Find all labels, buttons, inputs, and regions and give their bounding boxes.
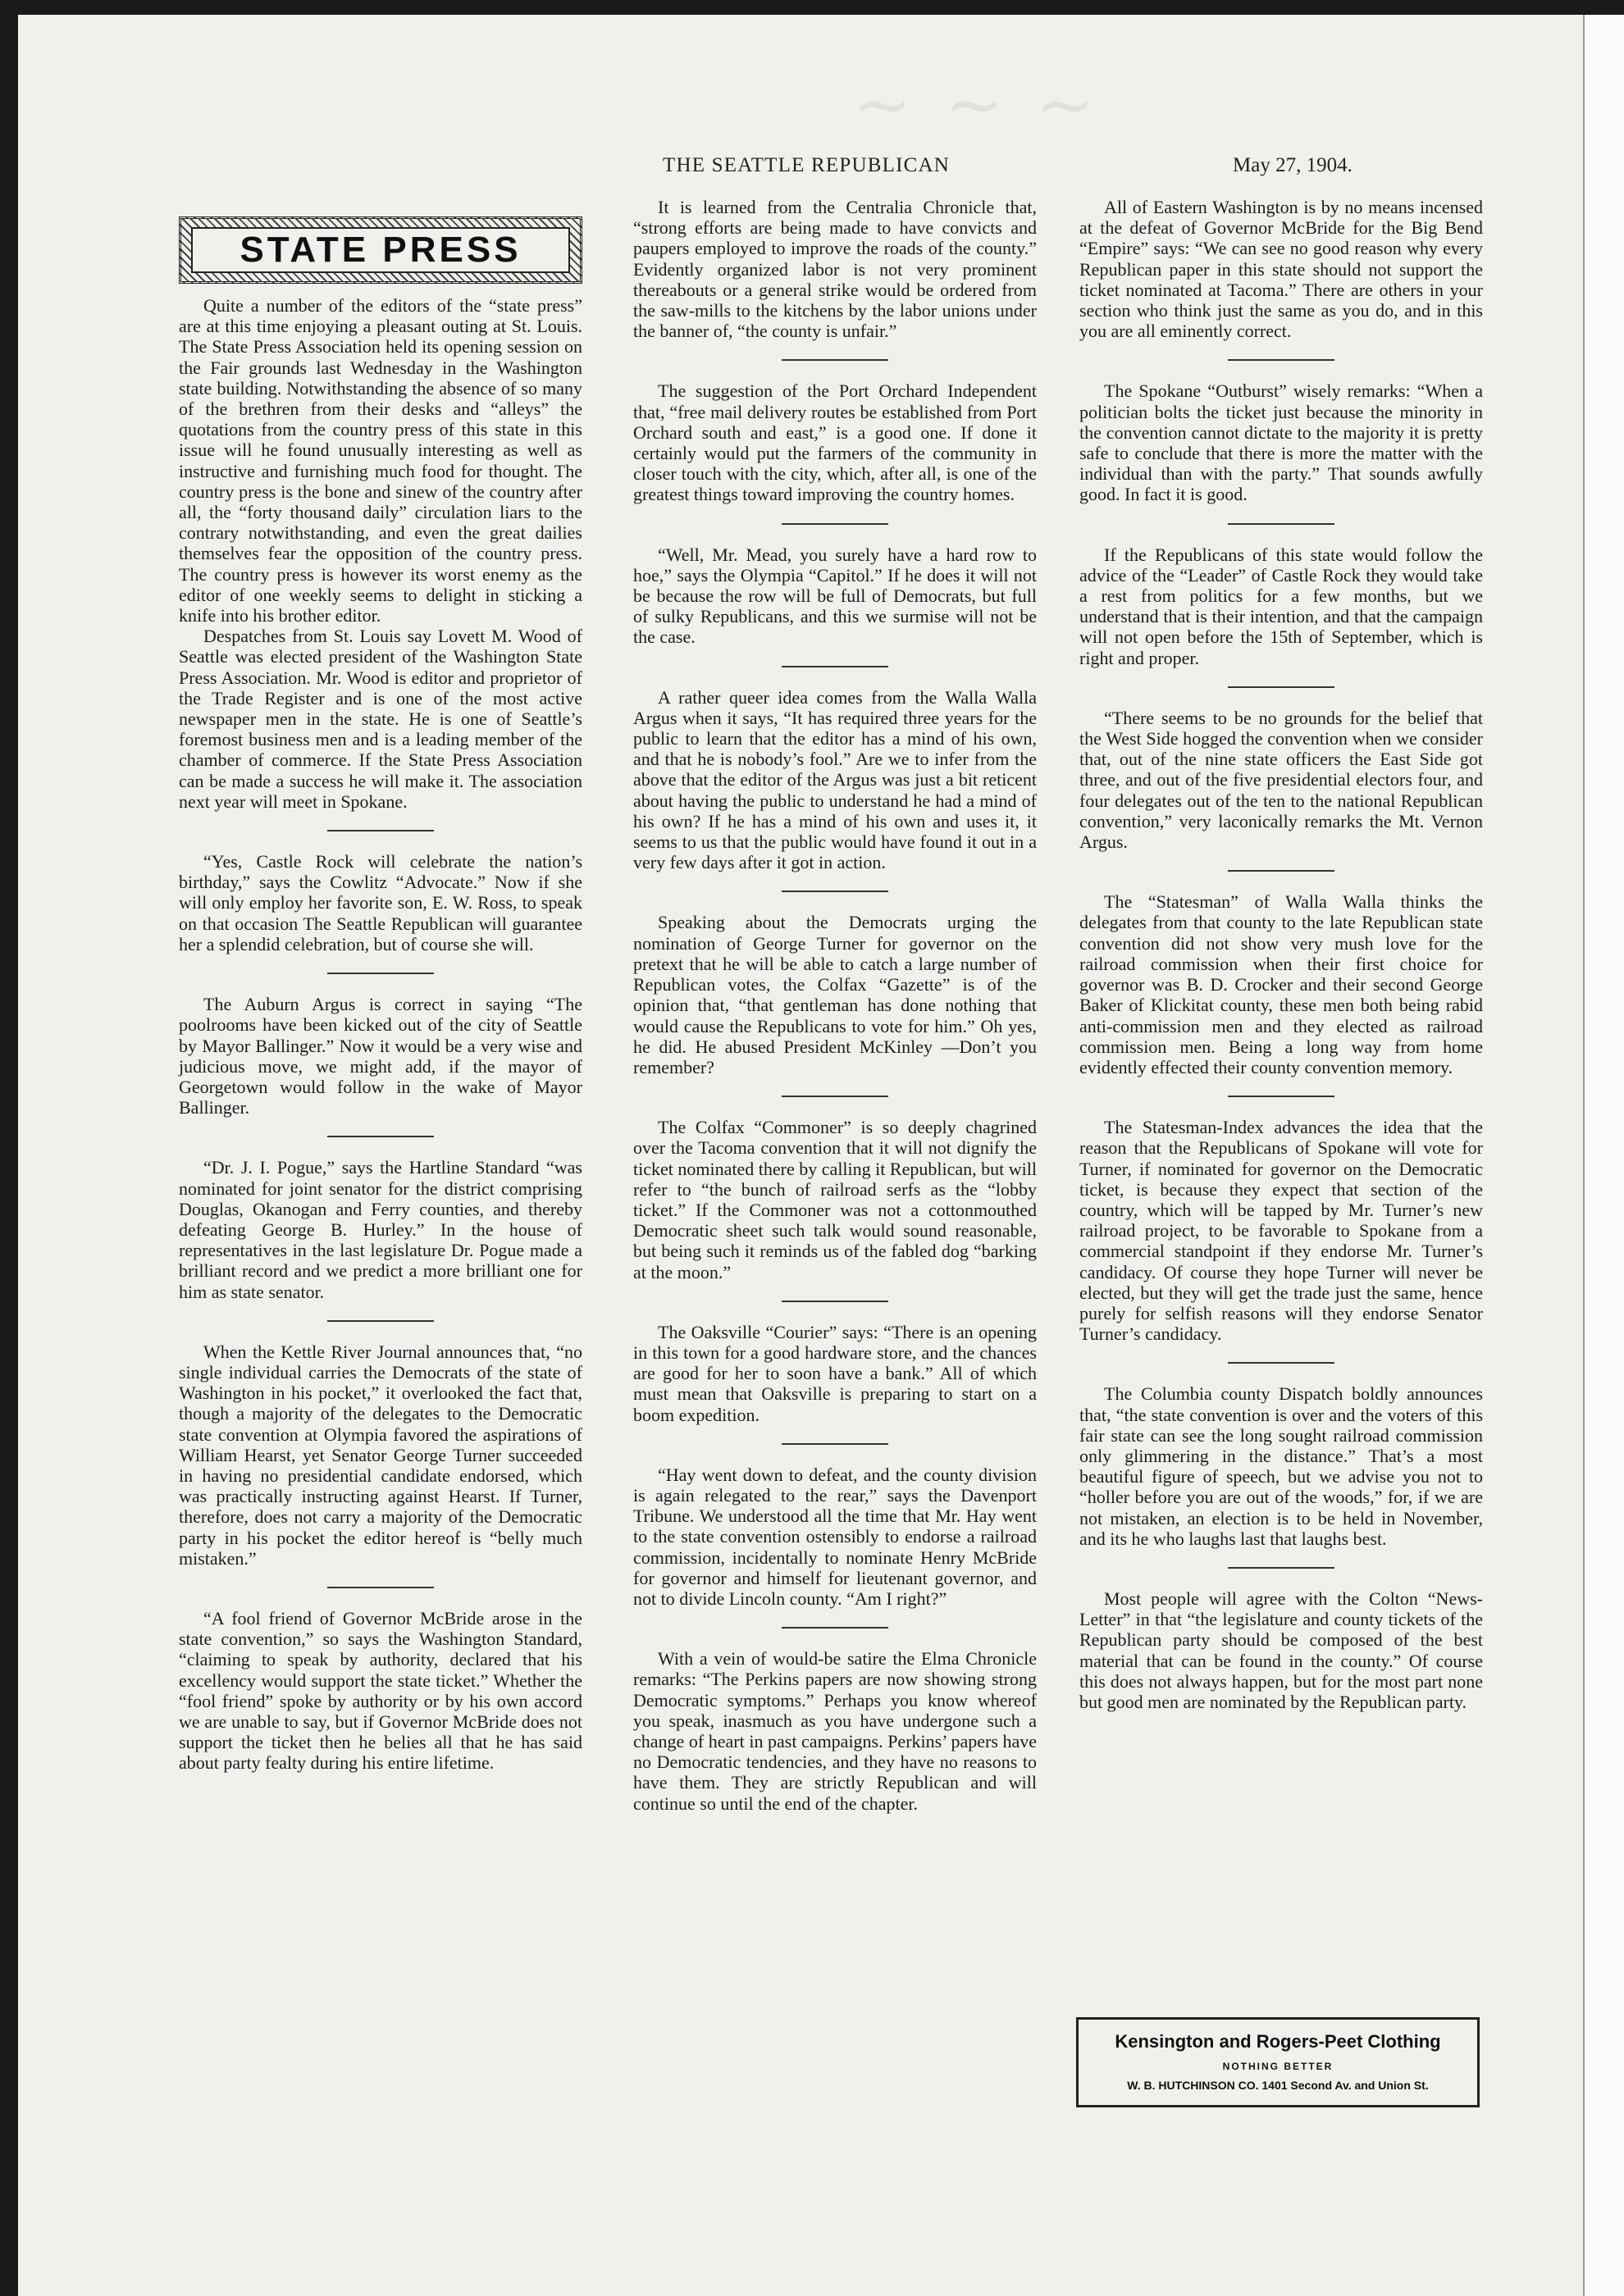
article-paragraph: When the Kettle River Journal announces that, “no single individual carries the Democrats of the state of Washington in his pocket,” it overlooked the fact that, though a majority of the delegates to the Democratic state convention at Olympia favored the aspirations of William Hearst, yet Senator George Turner succeeded in having no presidential candidate endorsed, which was practically instructing against Hearst. If Turner, therefore, does not carry a majority of the Democratic party in his pocket the editor hereof is “belly much mistaken.”	[179, 1341, 582, 1569]
article-paragraph: Speaking about the Democrats urging the nomination of George Turner for governor on the pretext that he will be able to catch a large number of Republican votes, the Colfax “Gazette” is of the opinion that, “that gentleman has done nothing that would cause the Republicans to vote for him.” Oh yes, he did. He abused President McKinley —Don’t you remember?	[633, 912, 1037, 1077]
article-paragraph: The Statesman-Index advances the idea that the reason that the Republicans of Spokane will vote for Turner, if nominated for governor on the Democratic ticket, is because they expect that section of the country, which will be tapped by Mr. Turner’s new railroad project, to be favorable to Spokane from a commercial standpoint if they endorse Mr. Turner’s candidacy. Of course they hope Turner will never be elected, but they will get the trade just the same, hence purely for selfish reasons will they endorse Senator Turner’s candidacy.	[1079, 1117, 1483, 1345]
divider-rule	[782, 523, 888, 525]
divider-rule	[1228, 359, 1334, 361]
article-paragraph: “A fool friend of Governor McBride arose in the state convention,” so says the Washington Standard, “claiming to speak by authority, declared that his excellency would support the state ticket.” Whether the “fool friend” spoke by authority or by his own accord we are unable to say, but if Governor McBride does not support the ticket then he belies all that he has said about party fealty during his entire lifetime.	[179, 1607, 582, 1774]
article-paragraph: All of Eastern Washington is by no means incensed at the defeat of Governor McBride for the Big Bend “Empire” says: “We can see no good reason why every Republican paper in this state should not support the ticket nominated at Tacoma.” There are others in your section who think just the same as you do, and in this you are all eminently correct.	[1079, 197, 1483, 342]
bleed-through-handwriting: ~ ~ ~	[853, 64, 1100, 146]
divider-rule	[1228, 523, 1334, 525]
ad-address: W. B. HUTCHINSON CO. 1401 Second Av. and Union St.	[1127, 2079, 1429, 2092]
divider-rule	[1228, 1362, 1334, 1364]
divider-rule	[782, 1627, 888, 1629]
divider-rule	[782, 666, 888, 667]
article-paragraph: “There seems to be no grounds for the belief that the West Side hogged the convention when we consider that, out of the nine state officers the East Side got three, and out of the five presidential electors four, and four delegates out of the ten to the national Republican convention,” very laconically remarks the Mt. Vernon Argus.	[1079, 707, 1483, 853]
divider-rule	[327, 830, 434, 831]
running-head	[0, 154, 1624, 187]
article-paragraph: Quite a number of the editors of the “state press” are at this time enjoying a pleasant outing at St. Louis. The State Press Association held its opening session on the Fair grounds last Wednesday in the Washington state building. Notwithstanding the absence of so many of the brethren from their desks and “alleys” the quotations from the country press of this state in this issue will he found unusually interesting as well as instructive and furnishing much food for thought. The country press is the bone and sinew of the country after all, the “forty thousand daily” circulation liars to the contrary notwithstanding, and even the great dailies themselves fear the opposition of the country press. The country press is however its worst enemy as the editor of one weekly seems to delight in sticking a knife into his brother editor.	[179, 295, 582, 626]
divider-rule	[1228, 686, 1334, 688]
divider-rule	[327, 1587, 434, 1588]
divider-rule	[327, 1320, 434, 1322]
divider-rule	[327, 973, 434, 974]
divider-rule	[782, 1301, 888, 1302]
column-2	[633, 197, 1037, 1814]
divider-rule	[782, 1443, 888, 1445]
divider-rule	[782, 1096, 888, 1097]
article-paragraph: Most people will agree with the Colton “News-Letter” in that “the legislature and county tickets of the Republican party should be composed of the best material that can be found in the county.” Of course this does not always happen, but for the most part none but good men are nominated by the Republican party.	[1079, 1588, 1483, 1712]
article-paragraph: The Colfax “Commoner” is so deeply chagrined over the Tacoma convention that it will not dignify the ticket nominated there by calling it Republican, but will refer to “the bunch of railroad serfs as the “lobby ticket.” If the Commoner was not a cottonmouthed Democratic sheet such talk would sound reasonable, but being such it reminds us of the fabled dog “barking at the moon.”	[633, 1117, 1037, 1282]
article-paragraph: Despatches from St. Louis say Lovett M. Wood of Seattle was elected president of the Washington State Press Association. Mr. Wood is editor and proprietor of the Trade Register and is one of the most active newspaper men in the state. He is one of Seattle’s foremost business men and is a leading member of the chamber of commerce. If the State Press Association can be made a success he will make it. The association next year will meet in Spokane.	[179, 626, 582, 812]
clothing-advertisement	[1076, 2017, 1480, 2107]
article-paragraph: If the Republicans of this state would follow the advice of the “Leader” of Castle Rock they would take a rest from politics for a few months, but we understand that is their intention, and that the campaign will not open before the 15th of September, which is right and proper.	[1079, 544, 1483, 668]
publication-title: THE SEATTLE REPUBLICAN	[663, 154, 950, 176]
article-paragraph: A rather queer idea comes from the Walla Walla Argus when it says, “It has required three years for the public to learn that the editor has a mind of his own, and that he is nobody’s fool.” Are we to infer from the above that the editor of the Argus was just a bit reticent about having the public to understand he had a mind of his own? If he has a mind of his own and uses it, it seems to us that the public would have found it out in a very few days after it got in action.	[633, 686, 1037, 873]
divider-rule	[1228, 870, 1334, 872]
issue-date: May 27, 1904.	[1233, 154, 1353, 176]
article-paragraph: The Oaksville “Courier” says: “There is an opening in this town for a good hardware store, and the chances are good for her to soon have a bank.” All of which must mean that Oaksville is preparing to start on a boom expedition.	[633, 1321, 1037, 1425]
section-banner	[179, 216, 582, 284]
divider-rule	[782, 359, 888, 361]
ad-title: Kensington and Rogers-Peet Clothing	[1115, 2031, 1441, 2052]
article-paragraph: It is learned from the Centralia Chronicle that, “strong efforts are being made to have convicts and paupers employed to improve the roads of the county.” Evidently organized labor is not very prominent thereabouts or a general strike would be ordered from the saw-mills to the kitchens by the labor unions under the banner of, “the county is unfair.”	[633, 197, 1037, 342]
article-paragraph: The Columbia county Dispatch boldly announces that, “the state convention is over and the voters of this fair state can see the long sought railroad commission only glimmering in the distance.” That’s a most beautiful figure of speech, but we advise you not to “holler before you are out of the woods,” for, if we are not mistaken, an election is to be held in November, and its he who laughs last that laughs best.	[1079, 1383, 1483, 1549]
article-paragraph: “Well, Mr. Mead, you surely have a hard row to hoe,” says the Olympia “Capitol.” If he does it will not be because the row will be full of Democrats, but full of sulky Republicans, and this we surmise will not be the case.	[633, 544, 1037, 648]
article-paragraph: The Spokane “Outburst” wisely remarks: “When a politician bolts the ticket just because the minority in the convention cannot dictate to the majority it is pretty safe to conclude that there is more the matter with the individual than with the party.” That sounds awfully good. In fact it is good.	[1079, 380, 1483, 505]
divider-rule	[327, 1136, 434, 1137]
article-paragraph: The Auburn Argus is correct in saying “The poolrooms have been kicked out of the city of Seattle by Mayor Ballinger.” Now it would be a very wise and judicious move, we might add, if the mayor of Georgetown would follow in the wake of Mayor Ballinger.	[179, 994, 582, 1118]
page-edge	[1583, 15, 1624, 2296]
divider-rule	[1228, 1567, 1334, 1569]
section-title: STATE PRESS	[239, 230, 522, 270]
article-paragraph: With a vein of would-be satire the Elma Chronicle remarks: “The Perkins papers are now showing strong Democratic symptoms.” Perhaps you know whereof you speak, inasmuch as you have undergone such a change of heart in past campaigns. Perkins’ papers have no Democratic tendencies, and they have no reasons to have them. They are strictly Republican and will continue so until the end of the chapter.	[633, 1648, 1037, 1814]
divider-rule	[782, 891, 888, 892]
divider-rule	[1228, 1096, 1334, 1097]
column-1	[179, 295, 582, 1774]
article-paragraph: “Yes, Castle Rock will celebrate the nation’s birthday,” says the Cowlitz “Advocate.” Now if she will only employ her favorite son, E. W. Ross, to speak on that occasion The Seattle Republican will guarantee her a splendid celebration, but of course she will.	[179, 851, 582, 954]
article-paragraph: “Hay went down to defeat, and the county division is again relegated to the rear,” says the Davenport Tribune. We understood all the time that Mr. Hay went to the state convention ostensibly to endorse a railroad commission, incidentally to nominate Henry McBride for governor and himself for lieutenant governor, and not to divide Lincoln county. “Am I right?”	[633, 1464, 1037, 1609]
ad-tagline: NOTHING BETTER	[1222, 2061, 1334, 2072]
column-3	[1079, 197, 1483, 1712]
article-paragraph: “Dr. J. I. Pogue,” says the Hartline Standard “was nominated for joint senator for the district comprising Douglas, Okanogan and Ferry counties, and thereby defeating George B. Hurley.” In the house of representatives in the last legislature Dr. Pogue made a brilliant record and we predict a more brilliant one for him as state senator.	[179, 1157, 582, 1302]
article-paragraph: The suggestion of the Port Orchard Independent that, “free mail delivery routes be established from Port Orchard south and east,” is a good one. If done it certainly would put the farmers of the community in closer touch with the city, which, after all, is one of the greatest things toward improving the country homes.	[633, 380, 1037, 505]
article-paragraph: The “Statesman” of Walla Walla thinks the delegates from that county to the late Republican state convention did not show very mush love for the railroad commission when their first choice for governor was B. D. Crocker and their second George Baker of Klickitat county, these men both being rabid anti-commission men and they elected as railroad commission men. Being a long way from home evidently effected their county convention memory.	[1079, 891, 1483, 1077]
